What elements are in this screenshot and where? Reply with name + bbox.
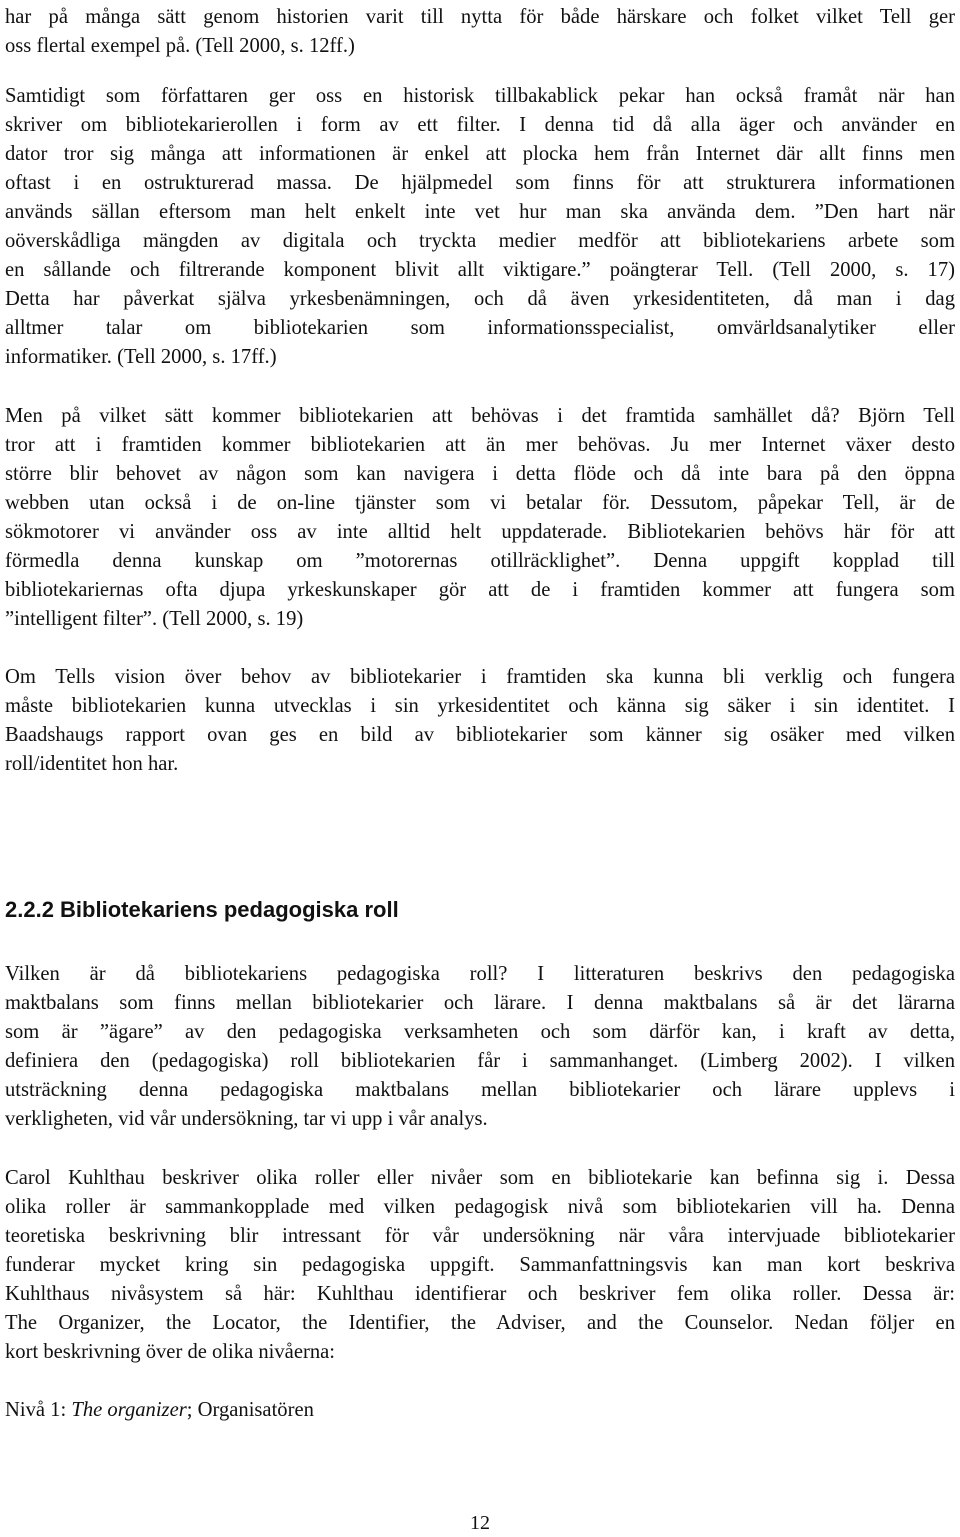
text-line: utsträckning denna pedagogiska maktbalans mellan bibliotekarier och lärare upplevs i xyxy=(5,1079,955,1101)
text-line: Detta har påverkat själva yrkesbenämningen, och då även yrkesidentiteten, då man i dag xyxy=(5,288,955,310)
text-line: webben utan också i de on-line tjänster som vi betalar för. Dessutom, påpekar Tell, är de xyxy=(5,492,955,514)
page-number: 12 xyxy=(470,1512,490,1534)
paragraph-kuhlthau-roles xyxy=(5,1164,955,1367)
text-line: Om Tells vision över behov av bibliotekarier i framtiden ska kunna bli verklig och fungera xyxy=(5,666,955,688)
text-line: som är ”ägare” av den pedagogiska verksamheten och som därför kan, i kraft av detta, xyxy=(5,1021,955,1043)
text-line: Carol Kuhlthau beskriver olika roller eller nivåer som en bibliotekarie kan befinna sig i. Dessa xyxy=(5,1167,955,1189)
text-line: verkligheten, vid vår undersökning, tar vi upp i vår analys. xyxy=(5,1108,488,1130)
text-line: har på många sätt genom historien varit till nytta för både härskare och folket vilket Tell ger xyxy=(5,6,955,28)
level-term: The organizer xyxy=(71,1399,187,1421)
text-line: informatiker. (Tell 2000, s. 17ff.) xyxy=(5,346,277,368)
level-suffix: ; Organisatören xyxy=(186,1399,314,1421)
text-line: oss flertal exempel på. (Tell 2000, s. 12ff.) xyxy=(5,35,355,57)
paragraph-pedagogical-role xyxy=(5,960,955,1134)
text-line: en sållande och filtrerande komponent blivit allt viktigare.” poängterar Tell. (Tell 2000, s. 17) xyxy=(5,259,955,281)
text-line: oftast i en ostrukturerad massa. De hjälpmedel som finns för att strukturera informationen xyxy=(5,172,955,194)
text-line: Vilken är då bibliotekariens pedagogiska roll? I litteraturen beskrivs den pedagogiska xyxy=(5,963,955,985)
level-1-line xyxy=(5,1396,314,1425)
text-line: Baadshaugs rapport ovan ges en bild av bibliotekarier som känner sig osäker med vilken xyxy=(5,724,955,746)
text-line: måste bibliotekarien kunna utvecklas i sin yrkesidentitet och känna sig säker i sin identitet. I xyxy=(5,695,955,717)
text-line: större blir behovet av någon som kan navigera i detta flöde och då inte bara på den öppna xyxy=(5,463,955,485)
text-line: maktbalans som finns mellan bibliotekarier och lärare. I denna maktbalans så är det lärarna xyxy=(5,992,955,1014)
text-line: förmedla denna kunskap om ”motorernas otillräcklighet”. Denna uppgift kopplad till xyxy=(5,550,955,572)
level-prefix: Nivå 1: xyxy=(5,1399,72,1421)
text-line: olika roller är sammankopplade med vilken pedagogisk nivå som bibliotekarien vill ha. Denna xyxy=(5,1196,955,1218)
text-line: Kuhlthaus nivåsystem så här: Kuhlthau identifierar och beskriver fem olika roller. Dessa är: xyxy=(5,1283,955,1305)
text-line: definiera den (pedagogiska) roll bibliotekarien får i sammanhanget. (Limberg 2002). I vilken xyxy=(5,1050,955,1072)
text-line: bibliotekariernas ofta djupa yrkeskunskaper gör att de i framtiden kommer att fungera som xyxy=(5,579,955,601)
text-line: kort beskrivning över de olika nivåerna: xyxy=(5,1341,335,1363)
text-line: alltmer talar om bibliotekarien som informationsspecialist, omvärldsanalytiker eller xyxy=(5,317,955,339)
text-line: tror att i framtiden kommer bibliotekarien att än mer behövas. Ju mer Internet växer desto xyxy=(5,434,955,456)
text-line: The Organizer, the Locator, the Identifier, the Adviser, and the Counselor. Nedan följer en xyxy=(5,1312,955,1334)
text-line: roll/identitet hon har. xyxy=(5,753,179,775)
section-heading: 2.2.2 Bibliotekariens pedagogiska roll xyxy=(5,897,399,922)
text-line: Samtidigt som författaren ger oss en historisk tillbakablick pekar han också framåt när han xyxy=(5,85,955,107)
paragraph-future-librarian xyxy=(5,402,955,634)
text-line: dator tror sig många att informationen är enkel att plocka hem från Internet där allt finns men xyxy=(5,143,955,165)
text-line: oöverskådliga mängden av digitala och tryckta medier medför att bibliotekariens arbete som xyxy=(5,230,955,252)
paragraph-tells-vision xyxy=(5,663,955,779)
text-line: teoretiska beskrivning blir intressant för vår undersökning när våra intervjuade bibliotekarier xyxy=(5,1225,955,1247)
text-line: ”intelligent filter”. (Tell 2000, s. 19) xyxy=(5,608,304,630)
text-line: funderar mycket kring sin pedagogiska uppgift. Sammanfattningsvis kan man kort beskriva xyxy=(5,1254,955,1276)
text-line: används sällan eftersom man helt enkelt inte vet hur man ska använda dem. ”Den hart när xyxy=(5,201,955,223)
text-line: sökmotorer vi använder oss av inte alltid helt uppdaterade. Bibliotekarien behövs här för att xyxy=(5,521,955,543)
paragraph-tell-history xyxy=(5,3,955,61)
text-line: Men på vilket sätt kommer bibliotekarien att behövas i det framtida samhället då? Björn Tell xyxy=(5,405,955,427)
text-line: skriver om bibliotekarierollen i form av ett filter. I denna tid då alla äger och använder en xyxy=(5,114,955,136)
paragraph-librarian-filter xyxy=(5,82,955,372)
